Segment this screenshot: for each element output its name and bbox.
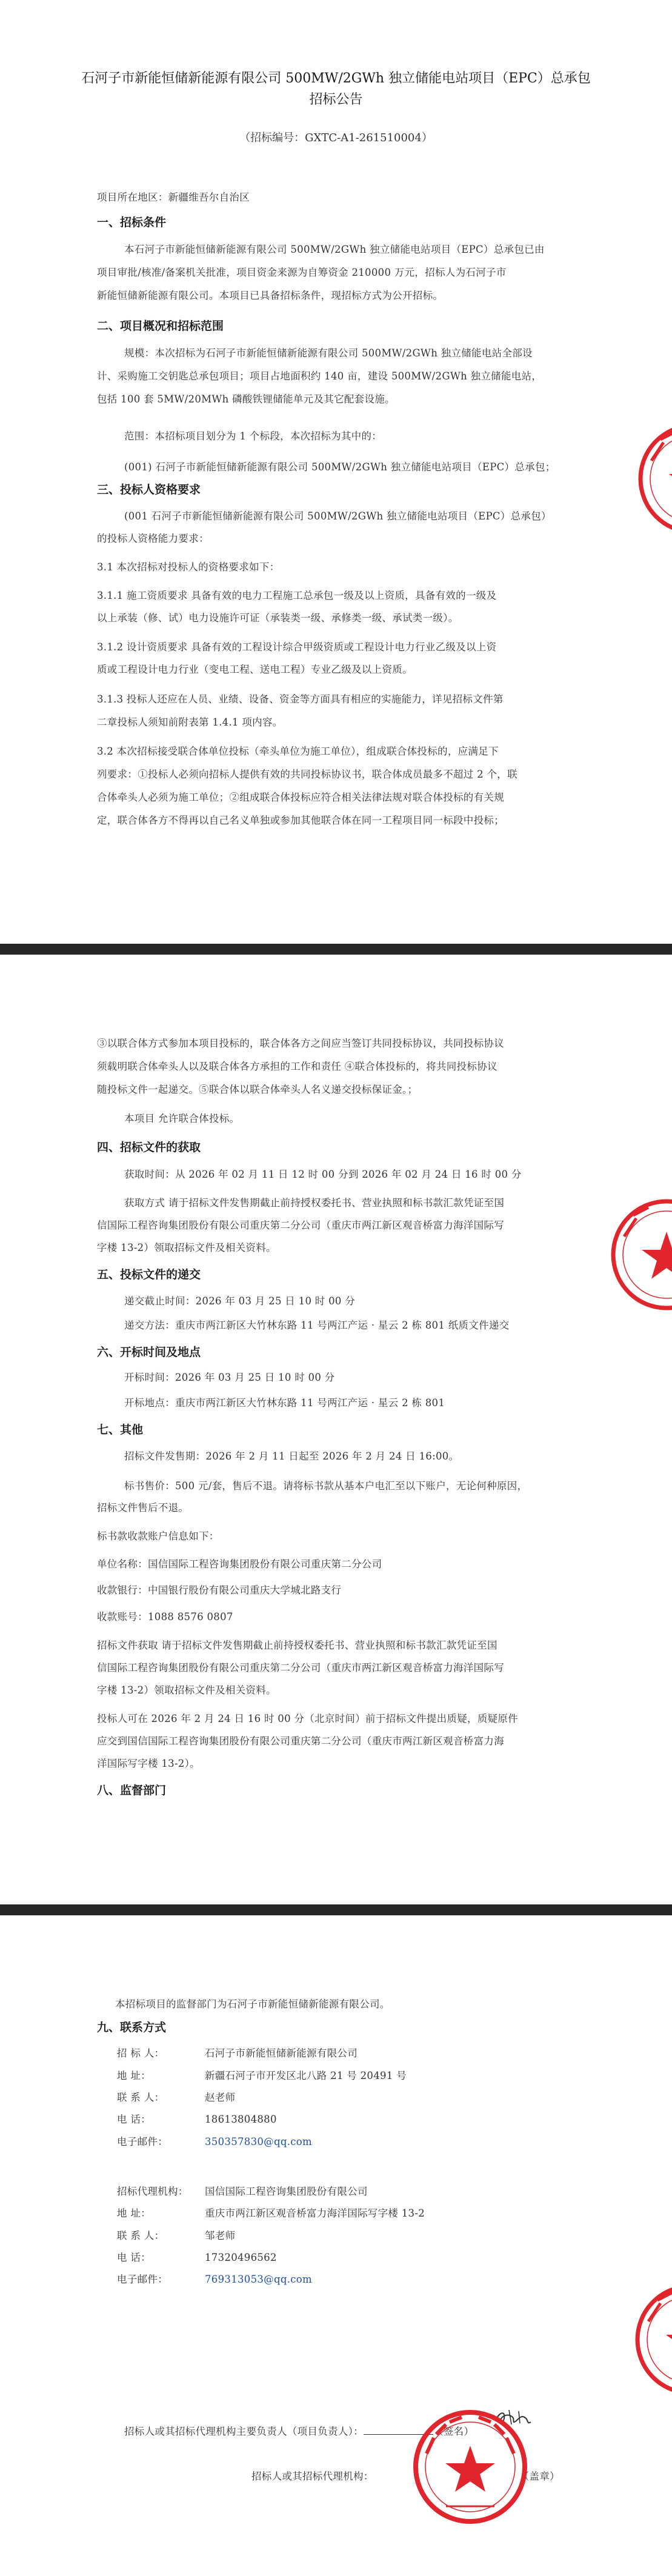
paragraph-line: 字楼 13-2）领取招标文件及相关资料。 [97, 1684, 276, 1696]
tender-number: （招标编号：GXTC-A1-261510004） [239, 132, 433, 144]
paragraph-line: 信国际工程咨询集团股份有限公司重庆第二分公司（重庆市两江新区观音桥富力海洋国际写 [97, 1220, 504, 1231]
paragraph-line: 招标文件售后不退。 [97, 1502, 189, 1513]
paragraph-line: 单位名称：国信国际工程咨询集团股份有限公司重庆第二分公司 [97, 1558, 382, 1570]
paragraph-line: 3.1.1 施工资质要求 具备有效的电力工程施工总承包一级及以上资质，具备有效的一级及 [97, 590, 497, 601]
paragraph-line: 本石河子市新能恒储新能源有限公司 500MW/2GWh 独立储能电站项目（EPC）总承包已由 [124, 244, 545, 255]
section-heading-1: 一、招标条件 [97, 216, 167, 229]
paragraph-line: 开标地点：重庆市两江新区大竹林东路 11 号两江产运 · 星云 2 栋 801 [124, 1397, 445, 1409]
paragraph-line: 新能恒储新能源有限公司。本项目已具备招标条件，现招标方式为公开招标。 [97, 290, 444, 301]
agent-phone-row [117, 2249, 277, 2264]
tenderer-address: 新疆石河子市开发区北八路 21 号 20491 号 [205, 2070, 407, 2081]
tenderer-name: 石河子市新能恒储新能源有限公司 [205, 2047, 358, 2059]
company-seal-partial-2 [606, 1194, 672, 1315]
paragraph-line: 递交截止时间：2026 年 03 月 25 日 10 时 00 分 [124, 1295, 356, 1307]
paragraph-line: 随投标文件一起递交。⑤联合体以联合体牵头人名义递交投标保证金。； [97, 1084, 418, 1095]
paragraph-line: 3.1.3 投标人还应在人员、业绩、设备、资金等方面具有相应的实施能力，详见招标文件第 [97, 693, 504, 705]
page-separator [0, 1904, 672, 1915]
agent-address: 重庆市两江新区观音桥富力海洋国际写字楼 13-2 [205, 2207, 425, 2219]
page-separator [0, 944, 672, 955]
tenderer-email-row [117, 2134, 312, 2148]
paragraph-line: 收款账号：1088 8576 0807 [97, 1611, 233, 1623]
paragraph-line: 开标时间：2026 年 03 月 25 日 10 时 00 分 [124, 1372, 335, 1383]
doc-title-line2: 招标公告 [309, 92, 363, 107]
field-label: 电 话： [117, 2252, 151, 2263]
paragraph-line: 计、采购施工交钥匙总承包项目；项目占地面积约 140 亩，建设 500MW/2GWh 独立储能电站， [97, 370, 542, 382]
section-heading-6: 六、开标时间及地点 [97, 1346, 201, 1359]
agent-contact-row [117, 2227, 235, 2242]
section-heading-8: 八、监督部门 [97, 1784, 167, 1797]
paragraph-line: 的投标人资格能力要求： [97, 533, 209, 544]
company-seal-partial-3 [630, 2279, 672, 2400]
paragraph-line: 3.1.2 设计资质要求 具备有效的工程设计综合甲级资质或工程设计电力行业乙级及以上资 [97, 641, 497, 653]
paragraph-line: 本项目 允许联合体投标。 [124, 1113, 240, 1124]
doc-title-line1: 石河子市新能恒储新能源有限公司 500MW/2GWh 独立储能电站项目（EPC）总承包 [81, 71, 591, 86]
section-heading-4: 四、招标文件的获取 [97, 1141, 201, 1154]
tenderer-contact: 赵老师 [205, 2092, 236, 2103]
paragraph-line: 洋国际写字楼 13-2）。 [97, 1758, 200, 1769]
company-seal-partial-1 [633, 418, 672, 539]
paragraph-line: 获取时间：从 2026 年 02 月 11 日 12 时 00 分到 2026 年 02 月 24 日 16 时 00 分 [124, 1169, 522, 1180]
paragraph-line: 收款银行：中国银行股份有限公司重庆大学城北路支行 [97, 1584, 342, 1596]
field-label: 电 话： [117, 2114, 151, 2125]
paragraph-line: 合体牵头人必须为施工单位；②组成联合体投标应符合相关法律法规对联合体投标的有关规 [97, 792, 504, 803]
agent-address-row [117, 2205, 425, 2220]
project-location: 项目所在地区：新疆维吾尔自治区 [97, 192, 250, 203]
paragraph-line: 范围：本招标项目划分为 1 个标段，本次招标为其中的： [124, 430, 382, 442]
agency-seal [410, 2406, 531, 2528]
field-label: 联 系 人： [117, 2230, 165, 2241]
agent-email-row [117, 2271, 312, 2286]
paragraph-line: 以上承装（修、试）电力设施许可证（承装类一级、承修类一级、承试类一级）。 [97, 612, 459, 624]
field-label: 地 址： [117, 2207, 151, 2219]
tenderer-phone-row [117, 2111, 277, 2126]
paragraph-line: 招标文件发售期：2026 年 2 月 11 日起至 2026 年 2 月 24 日 16:00。 [124, 1450, 459, 1462]
agent-email-link[interactable]: 769313053@qq.com [205, 2274, 312, 2285]
section-heading-2: 二、项目概况和招标范围 [97, 319, 224, 333]
paragraph-line: 质或工程设计电力行业（变电工程、送电工程）专业乙级及以上资质。 [97, 664, 413, 675]
paragraph-line: 规模：本次招标为石河子市新能恒储新能源有限公司 500MW/2GWh 独立储能电站全部设 [124, 347, 533, 359]
field-label: 电子邮件： [117, 2136, 168, 2147]
field-label: 招标代理机构： [117, 2186, 188, 2197]
document-page-3 [0, 1915, 672, 2576]
paragraph-line: 投标人可在 2026 年 2 月 24 日 16 时 00 分（北京时间）前于招标文件提出质疑，质疑原件 [97, 1713, 519, 1724]
paragraph-line: 3.1 本次招标对投标人的资格要求如下： [97, 561, 280, 573]
paragraph-line: 获取方式 请于招标文件发售期截止前持授权委托书、营业执照和标书款汇款凭证至国 [124, 1197, 505, 1209]
paragraph-line: 递交方法：重庆市两江新区大竹林东路 11 号两江产运 · 星云 2 栋 801 纸质文件递交 [124, 1320, 510, 1331]
paragraph-line: 字楼 13-2）领取招标文件及相关资料。 [97, 1242, 276, 1253]
paragraph-line: 信国际工程咨询集团股份有限公司重庆第二分公司（重庆市两江新区观音桥富力海洋国际写 [97, 1662, 504, 1673]
document-page-1 [0, 0, 672, 944]
field-label: 招 标 人： [117, 2047, 165, 2059]
paragraph-line: (001 石河子市新能恒储新能源有限公司 500MW/2GWh 独立储能电站项目（EPC）总承包） [124, 510, 551, 522]
paragraph-line: 标书款收款账户信息如下： [97, 1530, 219, 1542]
paragraph-line: 列要求：①投标人必须向招标人提供有效的共同投标协议书，联合体成员最多不超过 2 个，联 [97, 769, 517, 780]
paragraph-line: 招标文件获取 请于招标文件发售期截止前持授权委托书、营业执照和标书款汇款凭证至国 [97, 1640, 497, 1651]
agent-name-row [117, 2183, 368, 2198]
agent-contact: 邹老师 [205, 2230, 236, 2241]
paragraph-line: 定，联合体各方不得再以自己名义单独或参加其他联合体在同一工程项目同一标段中投标； [97, 815, 504, 826]
section-heading-5: 五、投标文件的递交 [97, 1268, 201, 1281]
paragraph-line: 二章投标人须知前附表第 1.4.1 项内容。 [97, 716, 283, 728]
paragraph-line: 3.2 本次招标接受联合体单位投标（牵头单位为施工单位），组成联合体投标的，应满足下 [97, 746, 499, 757]
paragraph-line: 包括 100 套 5MW/20MWh 磷酸铁锂储能单元及其它配套设施。 [97, 393, 395, 405]
paragraph-line: ③以联合体方式参加本项目投标的，联合体各方之间应当签订共同投标协议，共同投标协议 [97, 1038, 504, 1049]
paragraph-line: 标书售价：500 元/套，售后不退。请将标书款从基本户电汇至以下账户，无论何种原因， [124, 1480, 528, 1492]
agent-phone: 17320496562 [205, 2252, 277, 2263]
signature-label: 招标人或其招标代理机构： [251, 2471, 374, 2482]
paragraph-line: 本招标项目的监督部门为石河子市新能恒储新能源有限公司。 [115, 1998, 390, 2010]
field-label: 电子邮件： [117, 2274, 168, 2285]
paragraph-line: (001) 石河子市新能恒储新能源有限公司 500MW/2GWh 独立储能电站项目（EPC）总承包； [124, 461, 556, 473]
paragraph-line: 须载明联合体牵头人以及联合体各方承担的工作和责任 ④联合体投标的，将共同投标协议 [97, 1061, 497, 1072]
tenderer-email-link[interactable]: 350357830@qq.com [205, 2136, 312, 2147]
signature-label: 招标人或其招标代理机构主要负责人（项目负责人）： [124, 2426, 364, 2437]
signature-suffix: （签名） [433, 2426, 474, 2437]
section-heading-9: 九、联系方式 [97, 2021, 167, 2034]
agent-name: 国信国际工程咨询集团股份有限公司 [205, 2186, 368, 2197]
section-heading-7: 七、其他 [97, 1423, 144, 1436]
tenderer-contact-row [117, 2089, 235, 2104]
tenderer-name-row [117, 2045, 358, 2060]
paragraph-line: 项目审批/核准/备案机关批准，项目资金来源为自筹资金 210000 万元，招标人为石河子市 [97, 267, 507, 278]
signature-suffix: （盖章） [519, 2471, 560, 2482]
field-label: 联 系 人： [117, 2092, 165, 2103]
paragraph-line: 应交到国信国际工程咨询集团股份有限公司重庆第二分公司（重庆市两江新区观音桥富力海 [97, 1735, 504, 1747]
document-page-2 [0, 955, 672, 1904]
section-heading-3: 三、投标人资格要求 [97, 483, 201, 496]
tenderer-address-row [117, 2067, 407, 2082]
tenderer-phone: 18613804880 [205, 2114, 277, 2125]
field-label: 地 址： [117, 2070, 151, 2081]
